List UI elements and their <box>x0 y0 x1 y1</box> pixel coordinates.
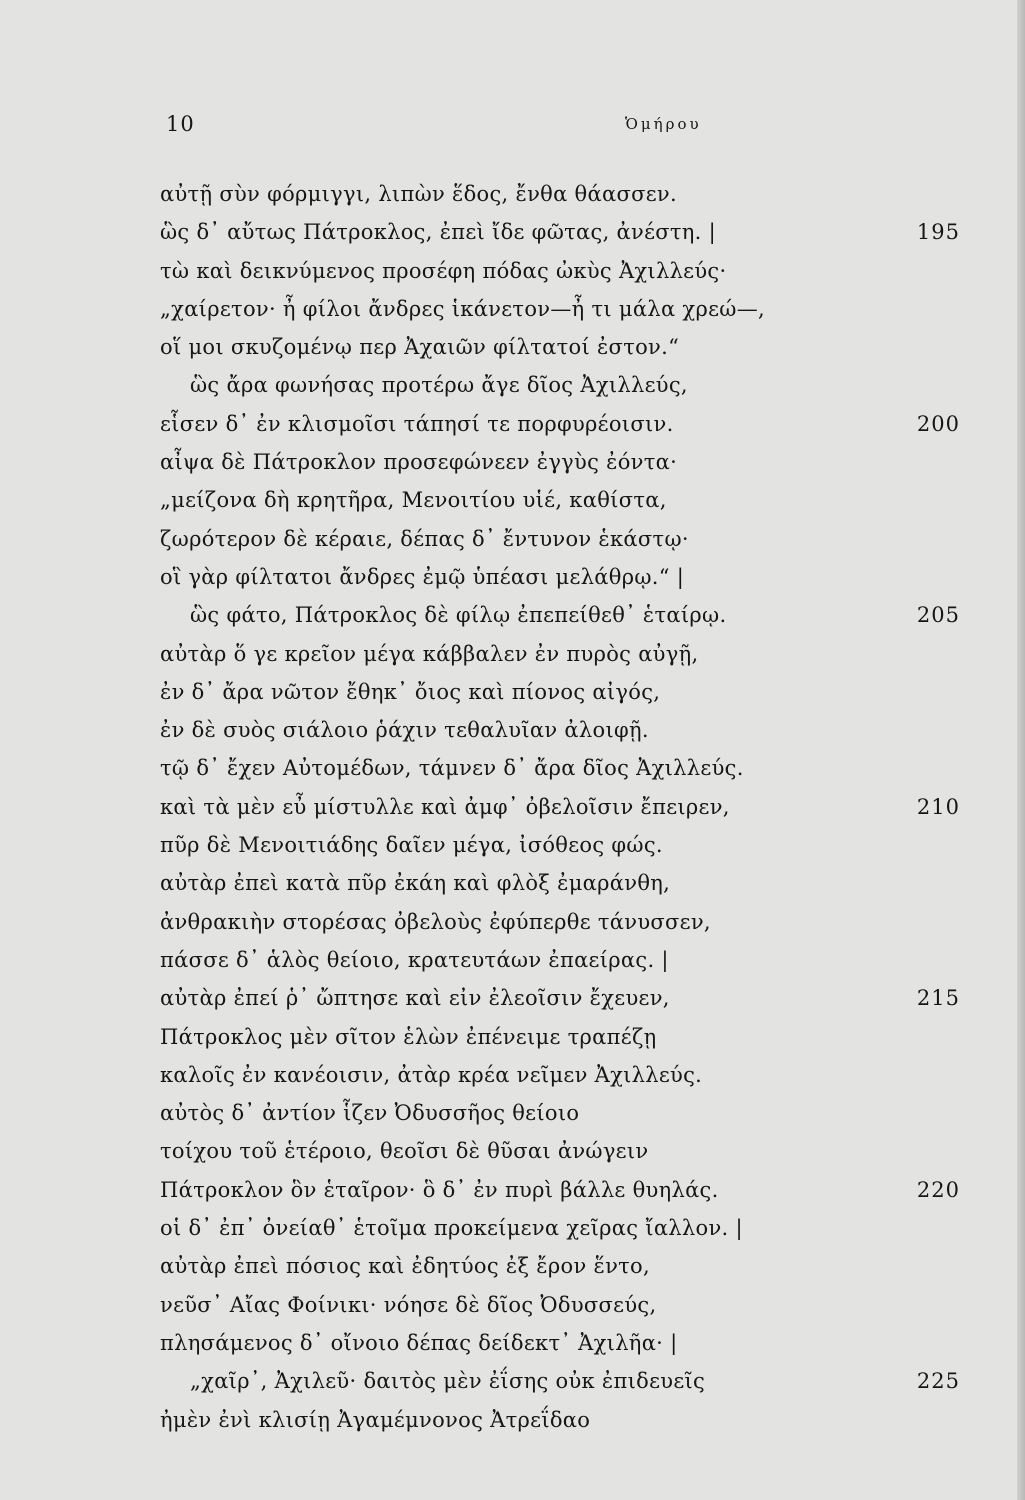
verse-line <box>160 1247 960 1285</box>
verse-text: αὐτὸς δ᾽ ἀντίον ἷζεν Ὀδυσσῆος θείοιο <box>160 1101 580 1126</box>
line-number: 200 <box>916 411 960 436</box>
verse-line <box>160 596 960 634</box>
verse-text: οἵ μοι σκυζομένῳ περ Ἀχαιῶν φίλτατοί ἐστον.“ <box>160 335 680 360</box>
line-number: 195 <box>916 220 960 245</box>
verse-text: Πάτροκλος μὲν σῖτον ἑλὼν ἐπένειμε τραπέζῃ <box>160 1024 657 1049</box>
verse-text: „χαῖρ᾽, Ἀχιλεῦ· δαιτὸς μὲν ἐΐσης οὐκ ἐπιδευεῖς <box>190 1369 706 1394</box>
verse-line <box>160 1094 960 1132</box>
line-number: 205 <box>916 603 960 628</box>
verse-line <box>160 213 960 251</box>
verse-text: οἱ δ᾽ ἐπ᾽ ὀνείαθ᾽ ἑτοῖμα προκείμενα χεῖρας ἴαλλον. | <box>160 1216 743 1241</box>
page-number: 10 <box>166 112 195 136</box>
verse-line <box>160 252 960 290</box>
verse-text: καλοῖς ἐν κανέοισιν, ἀτὰρ κρέα νεῖμεν Ἀχιλλεύς. <box>160 1062 703 1087</box>
line-number: 215 <box>916 986 960 1011</box>
verse-text: ἀνθρακιὴν στορέσας ὀβελοὺς ἐφύπερθε τάνυσσεν, <box>160 909 711 934</box>
verse-line <box>160 903 960 941</box>
verse-text: τὼ καὶ δεικνύμενος προσέφη πόδας ὠκὺς Ἀχιλλεύς· <box>160 258 727 283</box>
verse-line <box>160 635 960 673</box>
verse-line <box>160 711 960 749</box>
verse-text: ὣς δ᾽ αὔτως Πάτροκλος, ἐπεὶ ἴδε φῶτας, ἀνέστη. | <box>160 220 717 245</box>
verse-text: πῦρ δὲ Μενοιτιάδης δαῖεν μέγα, ἰσόθεος φώς. <box>160 833 663 858</box>
verse-line <box>160 405 960 443</box>
verse-line <box>160 175 960 213</box>
verse-text: αὐτῇ σὺν φόρμιγγι, λιπὼν ἕδος, ἔνθα θάασσεν. <box>160 182 677 206</box>
verse-text: νεῦσ᾽ Αἴας Φοίνικι· νόησε δὲ δῖος Ὀδυσσεύς, <box>160 1292 657 1317</box>
verse-line <box>160 673 960 711</box>
verse-text: ὣς ἄρα φωνήσας προτέρω ἄγε δῖος Ἀχιλλεύς, <box>190 373 688 398</box>
verse-line <box>160 749 960 787</box>
line-number: 210 <box>916 794 960 819</box>
verse-text: τῷ δ᾽ ἔχεν Αὐτομέδων, τάμνεν δ᾽ ἄρα δῖος Ἀχιλλεύς. <box>160 756 744 781</box>
verse-text: καὶ τὰ μὲν εὖ μίστυλλε καὶ ἀμφ᾽ ὀβελοῖσιν ἔπειρεν, <box>160 794 730 819</box>
running-title: Ὁμήρου <box>625 115 702 133</box>
verse-text: ἐν δὲ συὸς σιάλοιο ῥάχιν τεθαλυῖαν ἀλοιφῇ. <box>160 718 649 743</box>
verse-line <box>160 1018 960 1056</box>
verse-line <box>160 366 960 404</box>
verse-text: τοίχου τοῦ ἑτέροιο, θεοῖσι δὲ θῦσαι ἀνώγειν <box>160 1139 649 1164</box>
verse-line <box>160 558 960 596</box>
verse-line <box>160 328 960 366</box>
verse-line <box>160 1286 960 1324</box>
verse-line <box>160 941 960 979</box>
verse-text: αὐτὰρ ἐπεὶ πόσιος καὶ ἐδητύος ἐξ ἔρον ἕντο, <box>160 1254 650 1279</box>
verse-text: Πάτροκλον ὃν ἑταῖρον· ὃ δ᾽ ἐν πυρὶ βάλλε θυηλάς. <box>160 1177 719 1202</box>
verse-text: ἠμὲν ἐνὶ κλισίῃ Ἀγαμέμνονος Ἀτρεΐδαο <box>160 1407 591 1432</box>
verse-line <box>160 443 960 481</box>
verse-line <box>160 481 960 519</box>
verse-text: αὐτὰρ ἐπεί ῥ᾽ ὤπτησε καὶ εἰν ἐλεοῖσιν ἔχευεν, <box>160 986 670 1011</box>
verse-line <box>160 788 960 826</box>
verse-text: „μείζονα δὴ κρητῆρα, Μενοιτίου υἱέ, καθίστα, <box>160 488 667 513</box>
verse-text: εἷσεν δ᾽ ἐν κλισμοῖσι τάπησί τε πορφυρέοισιν. <box>160 411 674 436</box>
verse-line <box>160 864 960 902</box>
verse-line <box>160 1362 960 1400</box>
verse-text: ἐν δ᾽ ἄρα νῶτον ἔθηκ᾽ ὄιος καὶ πίονος αἰγός, <box>160 679 661 704</box>
verse-text: αὐτὰρ ὅ γε κρεῖον μέγα κάββαλεν ἐν πυρὸς αὐγῇ, <box>160 641 699 666</box>
verse-line <box>160 1171 960 1209</box>
verse-text: ὣς φάτο, Πάτροκλος δὲ φίλῳ ἐπεπείθεθ᾽ ἑταίρῳ. <box>190 603 727 628</box>
verse-text: αὐτὰρ ἐπεὶ κατὰ πῦρ ἐκάη καὶ φλὸξ ἐμαράνθη, <box>160 871 671 896</box>
verse-line <box>160 1056 960 1094</box>
verse-line <box>160 826 960 864</box>
verse-line <box>160 290 960 328</box>
verse-line <box>160 1401 960 1439</box>
verse-line <box>160 1209 960 1247</box>
verse-line <box>160 979 960 1017</box>
verse-line <box>160 1324 960 1362</box>
verse-line <box>160 520 960 558</box>
verse-text: αἶψα δὲ Πάτροκλον προσεφώνεεν ἐγγὺς ἐόντα· <box>160 450 678 475</box>
verse-text: πλησάμενος δ᾽ οἴνοιο δέπας δείδεκτ᾽ Ἀχιλῆα· | <box>160 1330 678 1355</box>
verse-line <box>160 1132 960 1170</box>
page-header <box>160 112 960 142</box>
verse-text: „χαίρετον· ἦ φίλοι ἄνδρες ἱκάνετον—ἦ τι μάλα χρεώ—, <box>160 296 765 321</box>
page-edge <box>1017 0 1025 1500</box>
line-number: 225 <box>916 1369 960 1394</box>
verse-text: πάσσε δ᾽ ἁλὸς θείοιο, κρατευτάων ἐπαείρας. | <box>160 947 669 972</box>
verse-text: οἳ γὰρ φίλτατοι ἄνδρες ἐμῷ ὑπέασι μελάθρῳ.“ | <box>160 564 685 589</box>
verse-text: ζωρότερον δὲ κέραιε, δέπας δ᾽ ἔντυνον ἑκάστῳ· <box>160 526 689 551</box>
line-number: 220 <box>916 1177 960 1202</box>
verse-block <box>160 175 960 1439</box>
